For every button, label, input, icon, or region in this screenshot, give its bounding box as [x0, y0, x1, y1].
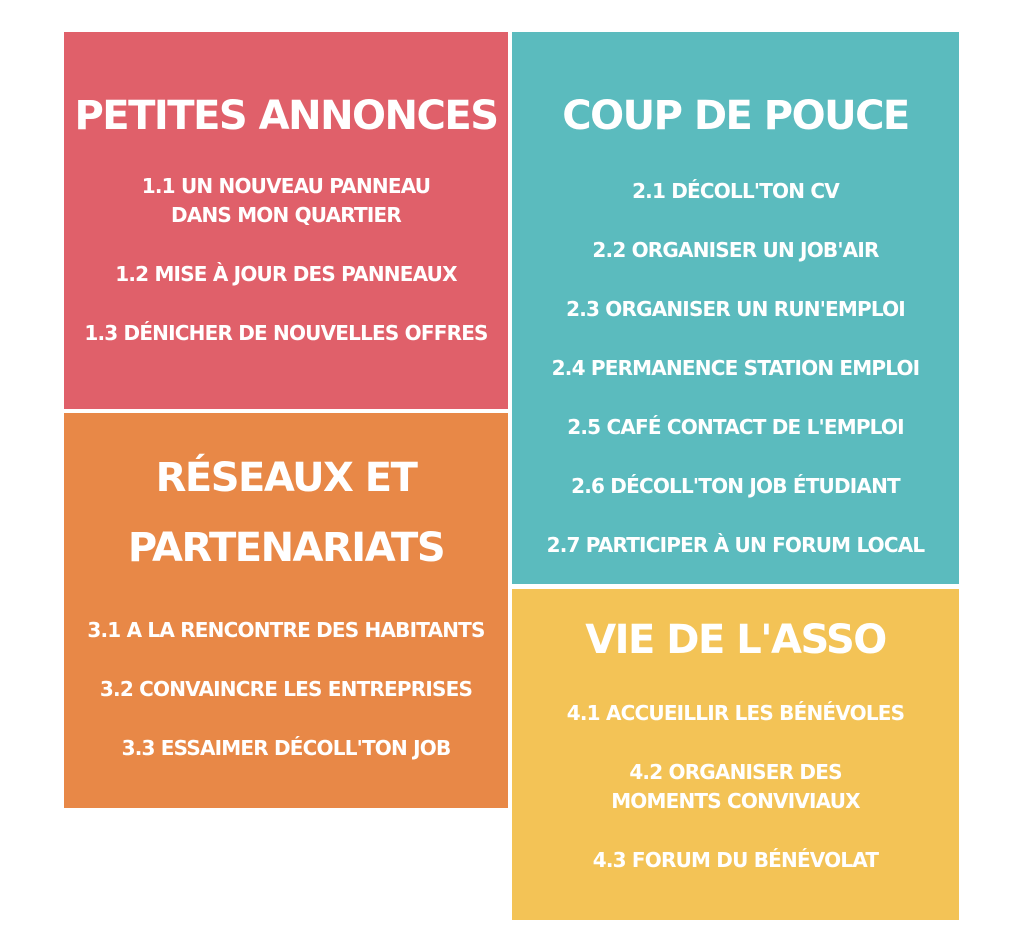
- panel-item: 2.5 CAFÉ CONTACT DE L'EMPLOI: [567, 415, 904, 439]
- panel-item: 4.1 ACCUEILLIR LES BÉNÉVOLES: [566, 701, 905, 725]
- panel-item-line: 1.1 UN NOUVEAU PANNEAU: [141, 174, 431, 198]
- panel-item: 2.2 ORGANISER UN JOB'AIR: [592, 238, 879, 262]
- panel-title: PETITES ANNONCES: [74, 93, 498, 139]
- panel-vie-de-l-asso: [512, 589, 959, 920]
- panel-item: 3.2 CONVAINCRE LES ENTREPRISES: [99, 677, 473, 701]
- panel-item-line: DANS MON QUARTIER: [171, 203, 401, 227]
- panel-item: 2.1 DÉCOLL'TON CV: [632, 179, 839, 203]
- panel-item: 2.7 PARTICIPER À UN FORUM LOCAL: [546, 533, 925, 557]
- panel-item-list: [64, 616, 508, 763]
- panel-item-line: MOMENTS CONVIVIAUX: [611, 789, 860, 813]
- panel-item: 1.3 DÉNICHER DE NOUVELLES OFFRES: [84, 321, 488, 345]
- panel-item: 2.6 DÉCOLL'TON JOB ÉTUDIANT: [571, 474, 900, 498]
- panel-petites-annonces: [64, 32, 508, 409]
- panel-item: 3.1 A LA RENCONTRE DES HABITANTS: [87, 618, 485, 642]
- panel-item: 1.2 MISE À JOUR DES PANNEAUX: [115, 262, 457, 286]
- panel-title: VIE DE L'ASSO: [585, 617, 886, 663]
- panel-item-list: [512, 699, 959, 875]
- panel-item-list: [512, 177, 959, 560]
- panel-title: [64, 443, 508, 583]
- panel-item-list: [64, 172, 508, 348]
- panel-coup-de-pouce: [512, 32, 959, 584]
- panel-item: 3.3 ESSAIMER DÉCOLL'TON JOB: [121, 736, 451, 760]
- panel-item: [64, 172, 508, 230]
- panel-item: 2.3 ORGANISER UN RUN'EMPLOI: [566, 297, 905, 321]
- panel-title-line: RÉSEAUX ET: [155, 455, 417, 501]
- panel-title: COUP DE POUCE: [562, 93, 909, 139]
- panel-item: [512, 758, 959, 816]
- panel-item: 4.3 FORUM DU BÉNÉVOLAT: [592, 848, 879, 872]
- panel-reseaux-et-partenariats: [64, 413, 508, 808]
- panel-title-line: PARTENARIATS: [127, 525, 445, 571]
- panel-item-line: 4.2 ORGANISER DES: [629, 760, 842, 784]
- panel-item: 2.4 PERMANENCE STATION EMPLOI: [551, 356, 920, 380]
